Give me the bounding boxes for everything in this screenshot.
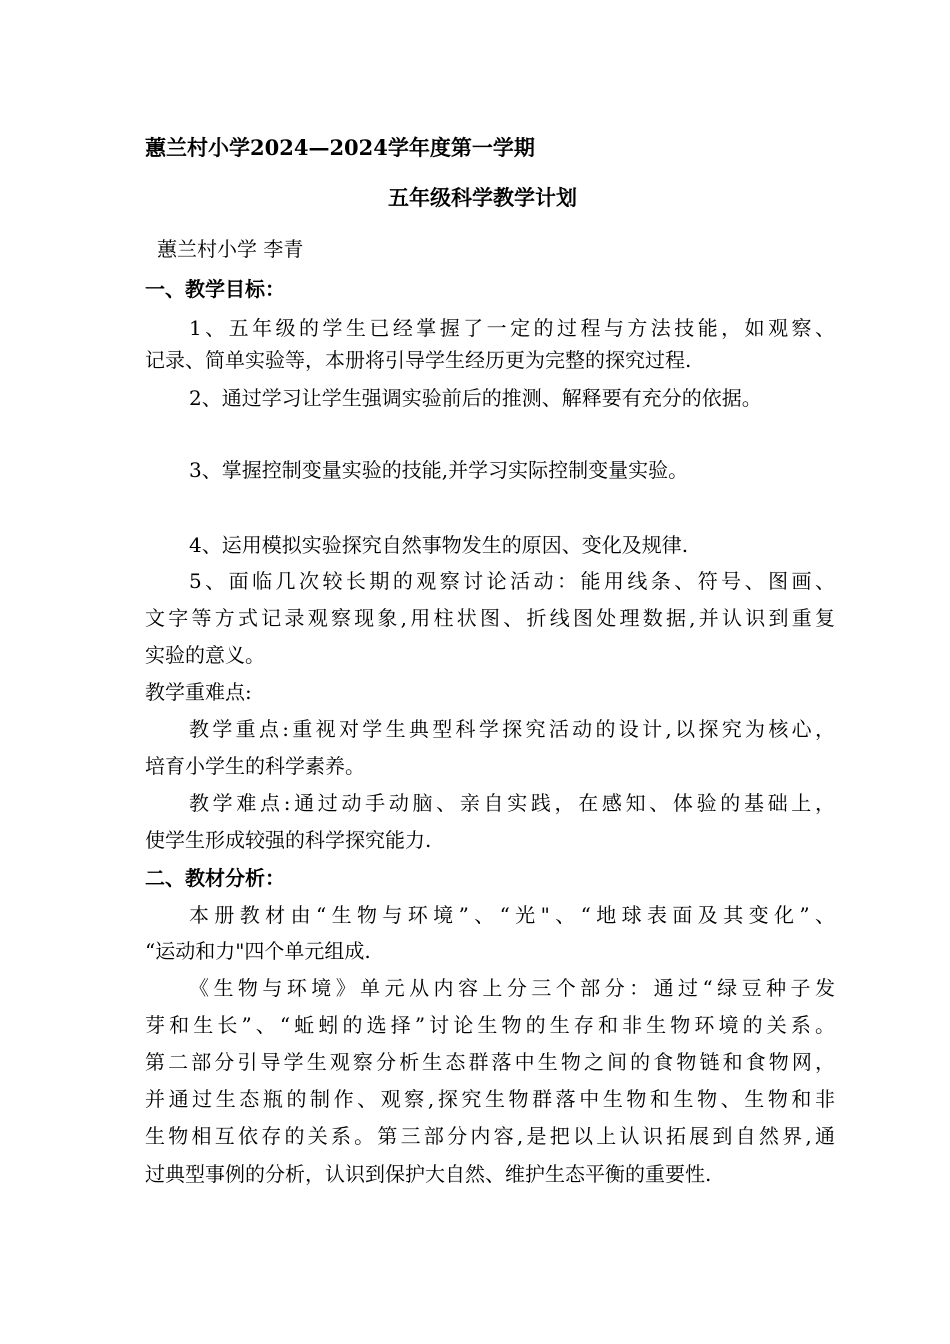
section2-heading: 二、教材分析： (145, 866, 285, 890)
goal-5-line-3: 实验的意义。 (145, 643, 265, 667)
material-intro-line-1: 本册教材由“生物与环境”、“光"、“地球表面及其变化”、 (189, 903, 835, 927)
material-intro-line-2: “运动和力"四个单元组成. (145, 939, 371, 963)
document-subtitle: 五年级科学教学计划 (388, 185, 577, 210)
unit-analysis-line-4: 并通过生态瓶的制作、观察,探究生物群落中生物和生物、生物和非 (145, 1087, 835, 1111)
unit-analysis-line-2: 芽和生长”、“蚯蚓的选择”讨论生物的生存和非生物环境的关系。 (145, 1013, 835, 1037)
goal-1-line-1: 1、五年级的学生已经掌握了一定的过程与方法技能，如观察、 (189, 316, 835, 340)
unit-analysis-line-5: 生物相互依存的关系。第三部分内容,是把以上认识拓展到自然界,通 (145, 1124, 835, 1148)
goal-2: 2、通过学习让学生强调实验前后的推测、解释要有充分的依据。 (189, 386, 762, 410)
section1-heading: 一、教学目标： (145, 277, 285, 301)
teaching-focus-line-2: 培育小学生的科学素养。 (145, 754, 365, 778)
goal-3: 3、掌握控制变量实验的技能,并学习实际控制变量实验。 (189, 458, 689, 482)
author-line: 蕙兰村小学 李青 (157, 237, 304, 261)
key-points-heading: 教学重难点: (145, 680, 252, 704)
teaching-focus-line-1: 教学重点:重视对学生典型科学探究活动的设计,以探究为核心， (189, 717, 835, 741)
goal-5-line-2: 文字等方式记录观察现象,用柱状图、折线图处理数据,并认识到重复 (145, 606, 835, 630)
unit-analysis-line-1: 《生物与环境》单元从内容上分三个部分：通过“绿豆种子发 (189, 976, 835, 1000)
goal-1-line-2: 记录、简单实验等，本册将引导学生经历更为完整的探究过程. (145, 348, 692, 372)
document-title: 蕙兰村小学2024—2024学年度第一学期 (145, 135, 535, 160)
goal-5-line-1: 5、面临几次较长期的观察讨论活动：能用线条、符号、图画、 (189, 569, 835, 593)
unit-analysis-line-6: 过典型事例的分析，认识到保护大自然、维护生态平衡的重要性. (145, 1162, 712, 1186)
unit-analysis-line-3: 第二部分引导学生观察分析生态群落中生物之间的食物链和食物网， (145, 1050, 835, 1074)
teaching-difficulty-line-2: 使学生形成较强的科学探究能力. (145, 828, 432, 852)
teaching-difficulty-line-1: 教学难点:通过动手动脑、亲自实践，在感知、体验的基础上， (189, 791, 835, 815)
goal-4: 4、运用模拟实验探究自然事物发生的原因、变化及规律. (189, 533, 689, 557)
